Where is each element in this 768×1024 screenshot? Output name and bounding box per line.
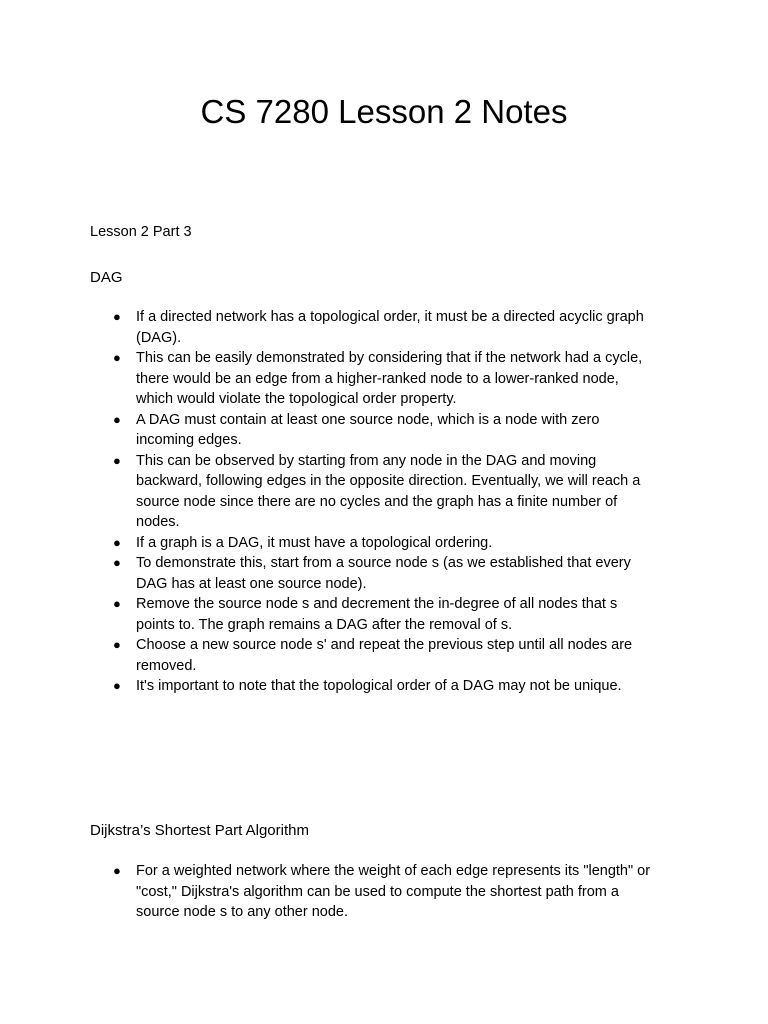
list-item-text-line: incoming edges.: [136, 432, 242, 448]
list-item-text-line: (DAG).: [136, 329, 182, 346]
list-item-text-line: points to. The graph remains a DAG after the removal of s.: [136, 616, 513, 633]
list-item-text-line: It's important to note that the topological order of a DAG may not be unique.: [136, 678, 622, 694]
list-item-text-line: there would be an edge from a higher-ranked node to a lower-ranked node,: [136, 370, 619, 387]
list-item-text-line: To demonstrate this, start from a source node s (as we established that every: [136, 555, 631, 571]
bullet-dot-icon: ●: [113, 350, 121, 365]
list-item: [0, 553, 681, 594]
list-item-text-line: which would violate the topological order property.: [136, 391, 457, 407]
list-item-text-line: A DAG must contain at least one source node, which is a node with zero: [136, 411, 600, 428]
dijkstra-bullet-list: [0, 861, 768, 923]
document-title: CS 7280 Lesson 2 Notes: [200, 93, 568, 130]
list-item: [0, 348, 681, 410]
list-item-text-line: If a directed network has a topological order, it must be a directed acyclic graph: [136, 309, 644, 325]
list-item-text-line: source node s to any other node.: [136, 904, 349, 920]
list-item: [0, 676, 681, 697]
list-item: [0, 533, 681, 554]
list-item-text-line: This can be easily demonstrated by considering that if the network had a cycle,: [136, 350, 643, 366]
list-item-text-line: source node since there are no cycles and the graph has a finite number of: [136, 493, 618, 510]
bullet-dot-icon: ●: [113, 411, 121, 427]
list-item: [0, 861, 681, 923]
bullet-dot-icon: ●: [113, 678, 121, 693]
bullet-dot-icon: ●: [113, 534, 121, 550]
bullet-dot-icon: ●: [113, 637, 121, 652]
list-item: [0, 635, 681, 676]
bullet-dot-icon: ●: [113, 596, 121, 611]
list-item: [0, 451, 681, 533]
list-item-text-line: If a graph is a DAG, it must have a topological ordering.: [136, 534, 493, 551]
bullet-dot-icon: ●: [113, 863, 121, 878]
list-item-text-line: Choose a new source node s' and repeat the previous step until all nodes are: [136, 637, 633, 653]
list-item-text-line: DAG has at least one source node).: [136, 575, 367, 592]
bullet-dot-icon: ●: [113, 309, 121, 324]
list-item-text-line: backward, following edges in the opposite direction. Eventually, we will reach a: [136, 473, 641, 489]
list-item-text-line: Remove the source node s and decrement the in-degree of all nodes that s: [136, 596, 618, 612]
list-item: [0, 594, 681, 635]
section-heading-dijkstra: Dijkstra’s Shortest Part Algorithm: [90, 822, 309, 839]
list-item-text-line: nodes.: [136, 514, 180, 530]
list-item-text-line: For a weighted network where the weight of each edge represents its "length" or: [136, 863, 651, 879]
list-item-text-line: This can be observed by starting from any node in the DAG and moving: [136, 452, 597, 469]
bullet-dot-icon: ●: [113, 555, 121, 570]
list-item: [0, 410, 681, 451]
list-item-text-line: removed.: [136, 657, 197, 674]
list-item: [0, 307, 681, 348]
bullet-dot-icon: ●: [113, 452, 121, 468]
dag-bullet-list: [0, 307, 768, 697]
lesson-part-label: Lesson 2 Part 3: [90, 224, 192, 240]
list-item-text-line: "cost," Dijkstra's algorithm can be used to compute the shortest path from a: [136, 883, 619, 900]
section-heading-dag: DAG: [90, 269, 123, 286]
